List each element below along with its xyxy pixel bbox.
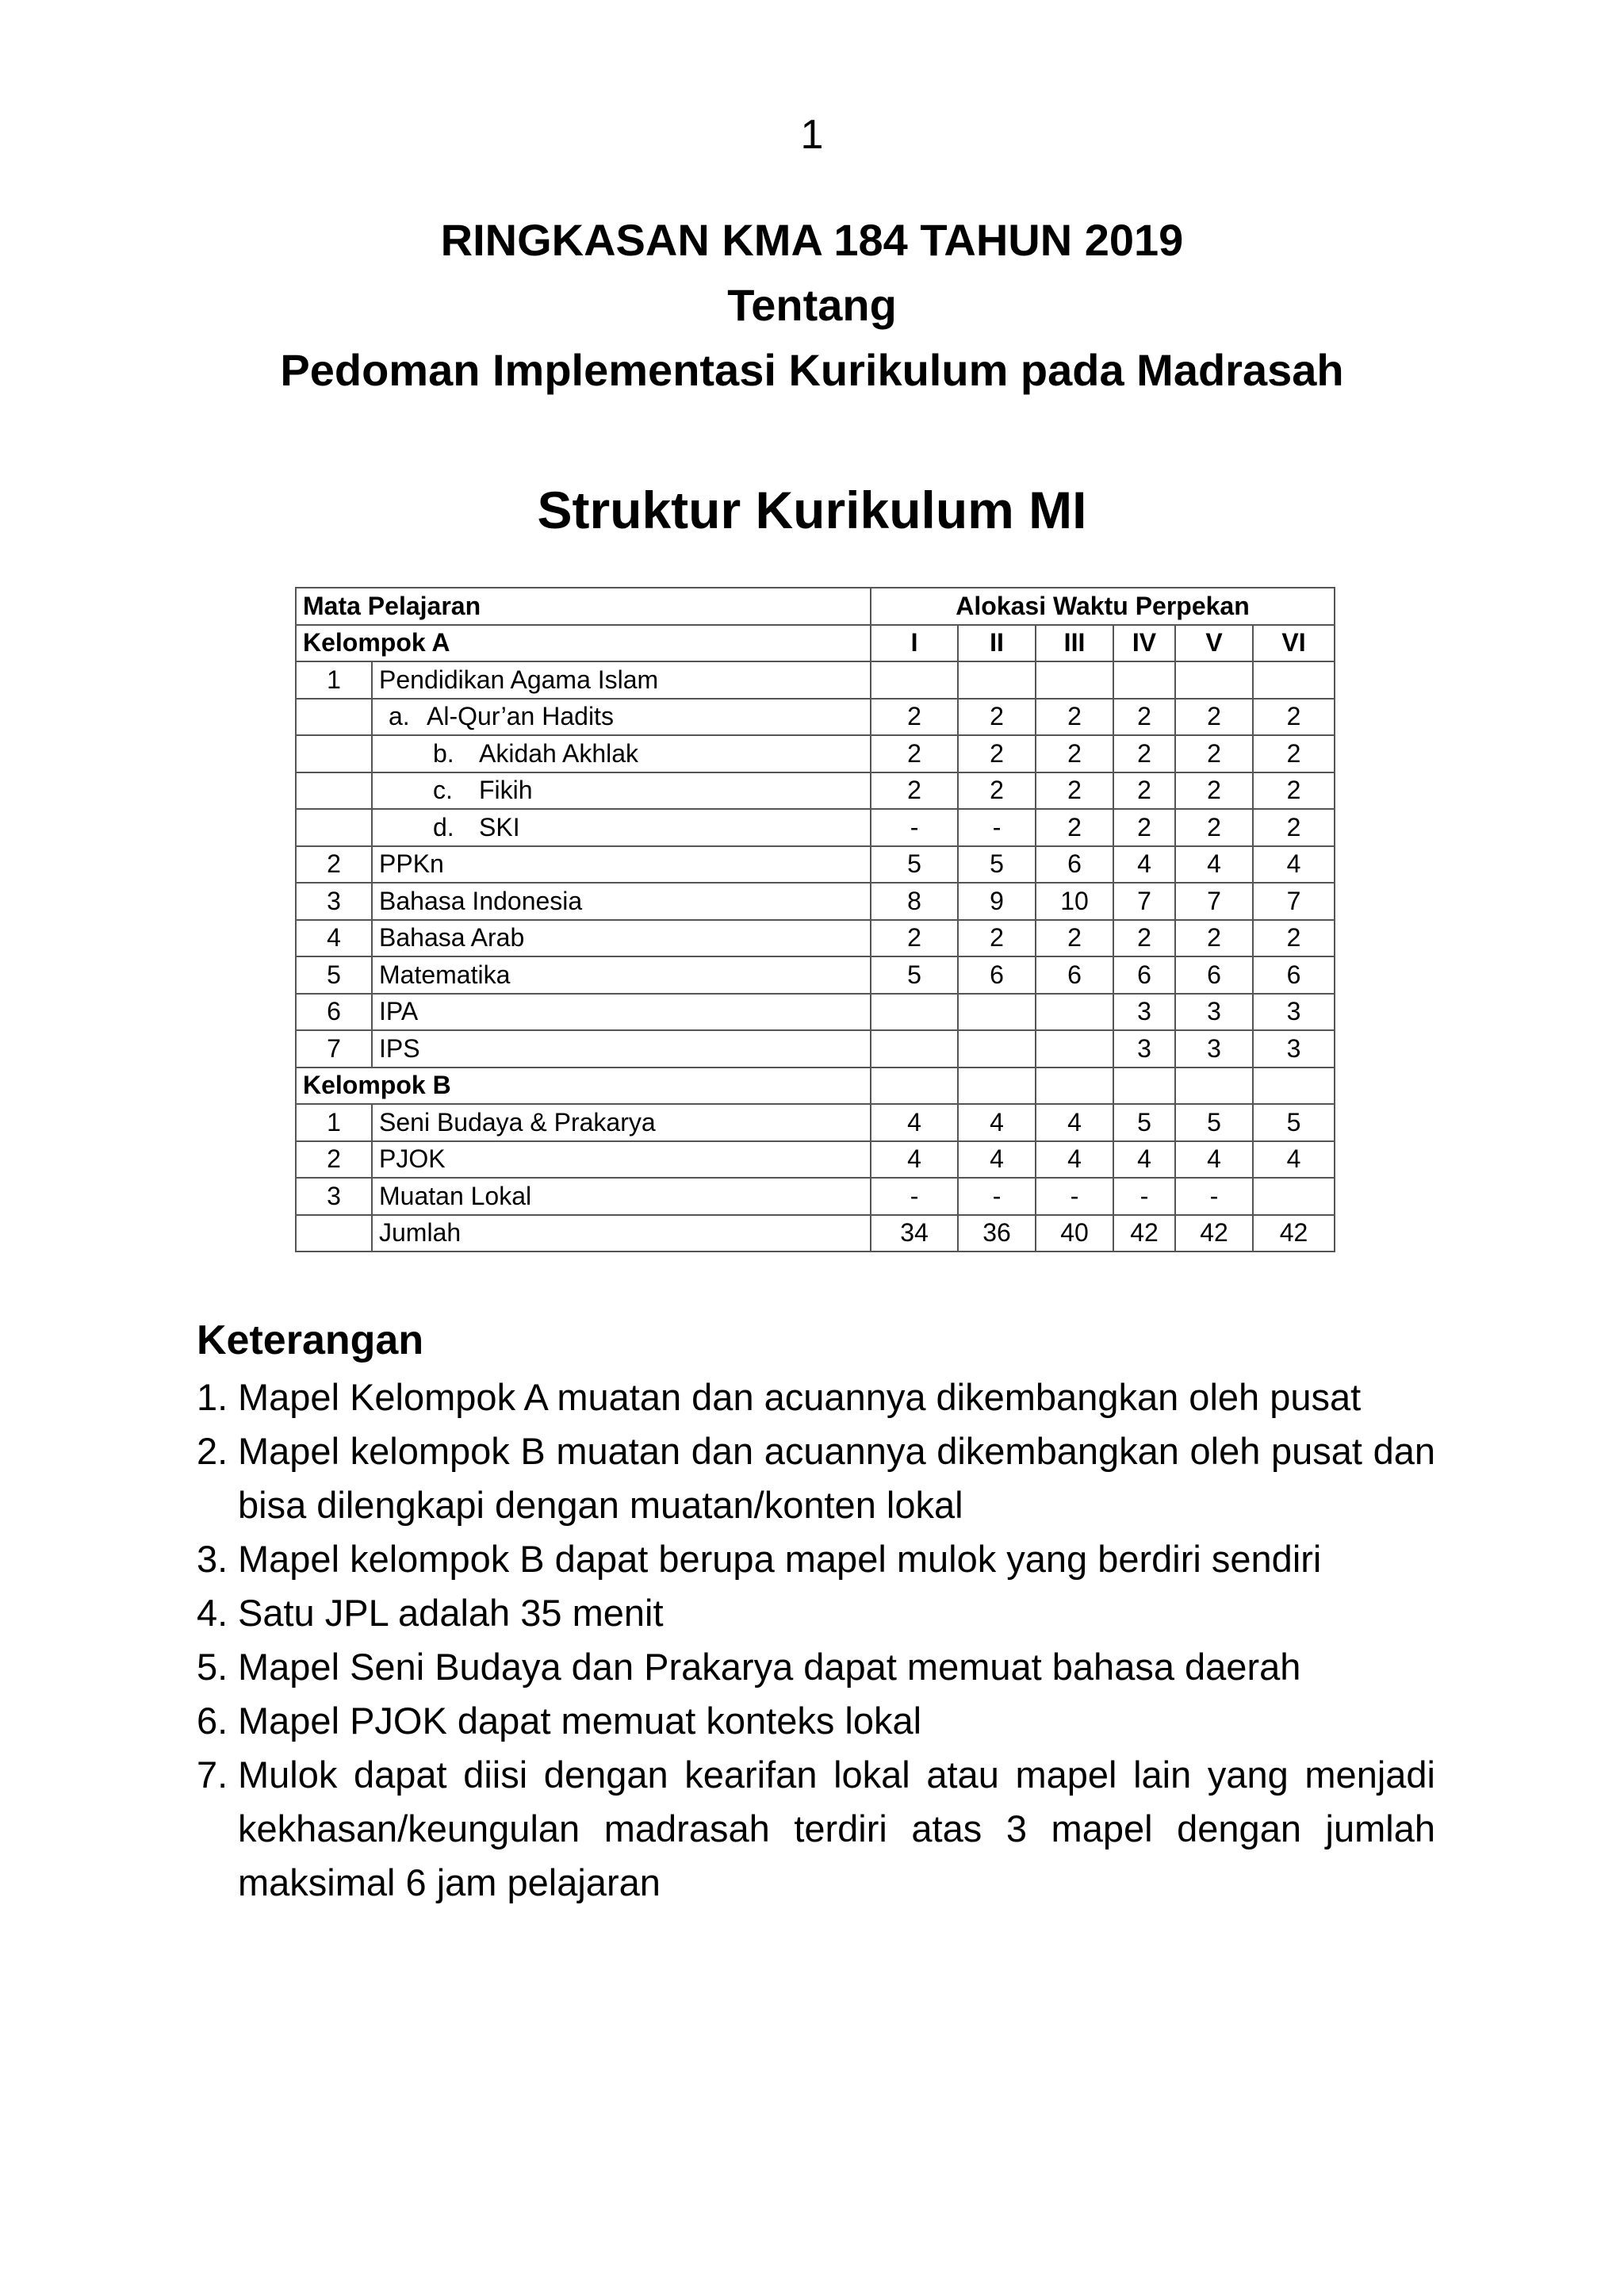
grade-header: VI bbox=[1253, 625, 1335, 662]
value-cell: 2 bbox=[1113, 699, 1175, 736]
sub-item-name: Akidah Akhlak bbox=[479, 738, 639, 768]
value-cell: 6 bbox=[1175, 956, 1253, 994]
total-row bbox=[296, 1215, 1335, 1252]
value-cell: 40 bbox=[1036, 1215, 1113, 1252]
note-item bbox=[197, 1424, 1435, 1532]
value-cell: 2 bbox=[1175, 772, 1253, 810]
value-cell: 2 bbox=[1253, 809, 1335, 846]
table-row bbox=[296, 846, 1335, 884]
note-text: Mapel kelompok B dapat berupa mapel mulok yang berdiri sendiri bbox=[238, 1538, 1322, 1580]
empty-cell bbox=[871, 1068, 958, 1105]
row-number bbox=[296, 699, 372, 736]
value-cell: 2 bbox=[871, 772, 958, 810]
value-cell: 2 bbox=[871, 735, 958, 772]
value-cell: 4 bbox=[958, 1141, 1036, 1179]
value-cell: 6 bbox=[1036, 846, 1113, 884]
row-number: 3 bbox=[296, 883, 372, 920]
note-item bbox=[197, 1586, 1435, 1640]
value-cell: - bbox=[871, 1178, 958, 1215]
value-cell: 2 bbox=[958, 735, 1036, 772]
subject-name bbox=[372, 735, 871, 772]
group-b-header-row bbox=[296, 1068, 1335, 1105]
subject-name bbox=[372, 772, 871, 810]
value-cell: 4 bbox=[871, 1141, 958, 1179]
subject-name: Muatan Lokal bbox=[372, 1178, 871, 1215]
subject-name: IPS bbox=[372, 1030, 871, 1068]
table-row bbox=[296, 661, 1335, 699]
value-cell: 2 bbox=[1253, 920, 1335, 957]
table-row bbox=[296, 920, 1335, 957]
sub-item-letter: b. bbox=[433, 738, 454, 768]
title-line-3: Pedoman Implementasi Kurikulum pada Madrasah bbox=[280, 345, 1344, 395]
note-item bbox=[197, 1640, 1435, 1694]
value-cell: 3 bbox=[1253, 1030, 1335, 1068]
empty-cell bbox=[1113, 1068, 1175, 1105]
title-line-2: Tentang bbox=[727, 280, 897, 330]
value-cell: 4 bbox=[1253, 1141, 1335, 1179]
value-cell: - bbox=[1113, 1178, 1175, 1215]
row-number: 3 bbox=[296, 1178, 372, 1215]
value-cell bbox=[1253, 1178, 1335, 1215]
subject-name: IPA bbox=[372, 994, 871, 1031]
table-row bbox=[296, 883, 1335, 920]
value-cell: 2 bbox=[958, 772, 1036, 810]
value-cell bbox=[958, 1030, 1036, 1068]
total-label: Jumlah bbox=[372, 1215, 871, 1252]
note-number: 4. bbox=[197, 1592, 228, 1634]
note-item bbox=[197, 1532, 1435, 1586]
value-cell: 2 bbox=[1175, 699, 1253, 736]
empty-cell bbox=[958, 1068, 1036, 1105]
note-number: 3. bbox=[197, 1538, 228, 1580]
row-number: 4 bbox=[296, 920, 372, 957]
subject-name: Pendidikan Agama Islam bbox=[372, 661, 871, 699]
sub-item-name: Al-Qur’an Hadits bbox=[427, 702, 614, 731]
table-row bbox=[296, 1104, 1335, 1141]
value-cell: 2 bbox=[1253, 772, 1335, 810]
sub-item-name: SKI bbox=[479, 812, 520, 841]
value-cell: 3 bbox=[1175, 1030, 1253, 1068]
value-cell: - bbox=[1175, 1178, 1253, 1215]
value-cell: 5 bbox=[1175, 1104, 1253, 1141]
grade-header: III bbox=[1036, 625, 1113, 662]
value-cell: 5 bbox=[1253, 1104, 1335, 1141]
table-row bbox=[296, 1030, 1335, 1068]
note-number: 5. bbox=[197, 1646, 228, 1688]
subject-name bbox=[372, 699, 871, 736]
empty-cell bbox=[1036, 1068, 1113, 1105]
value-cell: 2 bbox=[871, 699, 958, 736]
subject-name: PPKn bbox=[372, 846, 871, 884]
title-line-1: RINGKASAN KMA 184 TAHUN 2019 bbox=[440, 215, 1184, 265]
value-cell bbox=[1036, 1030, 1113, 1068]
value-cell bbox=[871, 1030, 958, 1068]
row-number: 1 bbox=[296, 1104, 372, 1141]
value-cell: 9 bbox=[958, 883, 1036, 920]
table-body bbox=[296, 588, 1335, 1251]
table-row bbox=[296, 809, 1335, 846]
value-cell: 5 bbox=[1113, 1104, 1175, 1141]
note-text: Mulok dapat diisi dengan kearifan lokal atau mapel lain yang menjadi kekhasan/keungulan madrasah terdiri atas 3 mapel dengan jumlah maksimal 6 jam pelajaran bbox=[238, 1754, 1435, 1903]
empty-cell bbox=[1175, 1068, 1253, 1105]
header-subject: Mata Pelajaran bbox=[296, 588, 871, 625]
empty-cell bbox=[1253, 1068, 1335, 1105]
row-number: 7 bbox=[296, 1030, 372, 1068]
table-row bbox=[296, 735, 1335, 772]
header-allocation: Alokasi Waktu Perpekan bbox=[871, 588, 1335, 625]
curriculum-table bbox=[295, 587, 1335, 1252]
note-item bbox=[197, 1694, 1435, 1748]
value-cell: 2 bbox=[1175, 920, 1253, 957]
row-number bbox=[296, 1215, 372, 1252]
row-number: 2 bbox=[296, 846, 372, 884]
value-cell: 3 bbox=[1175, 994, 1253, 1031]
value-cell: 2 bbox=[1113, 735, 1175, 772]
value-cell: 5 bbox=[958, 846, 1036, 884]
value-cell: 2 bbox=[1113, 772, 1175, 810]
value-cell: 8 bbox=[871, 883, 958, 920]
value-cell: 2 bbox=[1113, 920, 1175, 957]
note-number: 6. bbox=[197, 1700, 228, 1742]
row-number: 5 bbox=[296, 956, 372, 994]
value-cell: 7 bbox=[1175, 883, 1253, 920]
value-cell: 2 bbox=[958, 699, 1036, 736]
grade-header: I bbox=[871, 625, 958, 662]
notes-list bbox=[197, 1370, 1435, 1910]
note-text: Mapel Seni Budaya dan Prakarya dapat memuat bahasa daerah bbox=[238, 1646, 1301, 1688]
value-cell: 10 bbox=[1036, 883, 1113, 920]
sub-item-letter: c. bbox=[433, 776, 453, 805]
row-number bbox=[296, 772, 372, 810]
value-cell: 3 bbox=[1113, 1030, 1175, 1068]
note-text: Mapel kelompok B muatan dan acuannya dikembangkan oleh pusat dan bisa dilengkapi dengan muatan/konten lokal bbox=[238, 1430, 1435, 1526]
value-cell: - bbox=[871, 809, 958, 846]
value-cell: 4 bbox=[1113, 1141, 1175, 1179]
value-cell: 42 bbox=[1175, 1215, 1253, 1252]
value-cell: 4 bbox=[1175, 846, 1253, 884]
grade-header: II bbox=[958, 625, 1036, 662]
value-cell: 2 bbox=[1036, 772, 1113, 810]
note-number: 1. bbox=[197, 1376, 228, 1418]
subject-name: PJOK bbox=[372, 1141, 871, 1179]
note-number: 7. bbox=[197, 1754, 228, 1796]
value-cell: 2 bbox=[1036, 699, 1113, 736]
value-cell: 2 bbox=[1175, 809, 1253, 846]
value-cell: 2 bbox=[1253, 699, 1335, 736]
table-header-row bbox=[296, 588, 1335, 625]
value-cell: 4 bbox=[1113, 846, 1175, 884]
value-cell: 4 bbox=[1253, 846, 1335, 884]
value-cell: 5 bbox=[871, 846, 958, 884]
note-item bbox=[197, 1370, 1435, 1424]
sub-item-letter: a. bbox=[389, 702, 410, 731]
value-cell: 4 bbox=[871, 1104, 958, 1141]
grade-header: IV bbox=[1113, 625, 1175, 662]
value-cell: 2 bbox=[1253, 735, 1335, 772]
value-cell: - bbox=[958, 1178, 1036, 1215]
value-cell: 2 bbox=[958, 920, 1036, 957]
value-cell: 4 bbox=[958, 1104, 1036, 1141]
value-cell: 3 bbox=[1253, 994, 1335, 1031]
table-row bbox=[296, 956, 1335, 994]
page-number: 1 bbox=[800, 112, 824, 158]
value-cell: 6 bbox=[1036, 956, 1113, 994]
grade-header: V bbox=[1175, 625, 1253, 662]
sub-item-letter: d. bbox=[433, 812, 454, 841]
value-cell: 2 bbox=[1113, 809, 1175, 846]
row-number bbox=[296, 809, 372, 846]
value-cell: 42 bbox=[1113, 1215, 1175, 1252]
value-cell: 2 bbox=[1175, 735, 1253, 772]
value-cell: 2 bbox=[871, 920, 958, 957]
value-cell bbox=[1036, 994, 1113, 1031]
section-title: Struktur Kurikulum MI bbox=[537, 481, 1087, 539]
value-cell: 36 bbox=[958, 1215, 1036, 1252]
value-cell: - bbox=[958, 809, 1036, 846]
value-cell: 7 bbox=[1113, 883, 1175, 920]
row-number: 6 bbox=[296, 994, 372, 1031]
group-a-label: Kelompok A bbox=[296, 625, 871, 662]
table-row bbox=[296, 1178, 1335, 1215]
notes-title: Keterangan bbox=[197, 1317, 424, 1363]
value-cell: 4 bbox=[1036, 1141, 1113, 1179]
note-text: Mapel PJOK dapat memuat konteks lokal bbox=[238, 1700, 922, 1742]
value-cell: 2 bbox=[1036, 809, 1113, 846]
subject-name: Bahasa Arab bbox=[372, 920, 871, 957]
note-item bbox=[197, 1748, 1435, 1910]
subject-name bbox=[372, 809, 871, 846]
value-cell: 4 bbox=[1036, 1104, 1113, 1141]
value-cell: 34 bbox=[871, 1215, 958, 1252]
value-cell: 2 bbox=[1036, 920, 1113, 957]
value-cell: 5 bbox=[871, 956, 958, 994]
row-number bbox=[296, 735, 372, 772]
table-row bbox=[296, 1141, 1335, 1179]
value-cell: 7 bbox=[1253, 883, 1335, 920]
note-text: Mapel Kelompok A muatan dan acuannya dikembangkan oleh pusat bbox=[238, 1376, 1362, 1418]
value-cell: 3 bbox=[1113, 994, 1175, 1031]
value-cell: 42 bbox=[1253, 1215, 1335, 1252]
value-cell: 2 bbox=[1036, 735, 1113, 772]
row-number: 1 bbox=[296, 661, 372, 699]
group-b-label: Kelompok B bbox=[296, 1068, 871, 1105]
note-number: 2. bbox=[197, 1430, 228, 1472]
note-text: Satu JPL adalah 35 menit bbox=[238, 1592, 664, 1634]
document-title bbox=[0, 208, 1624, 403]
value-cell: 6 bbox=[958, 956, 1036, 994]
table-row bbox=[296, 772, 1335, 810]
subject-name: Matematika bbox=[372, 956, 871, 994]
value-cell: 6 bbox=[1113, 956, 1175, 994]
row-number: 2 bbox=[296, 1141, 372, 1179]
subject-name: Seni Budaya & Prakarya bbox=[372, 1104, 871, 1141]
sub-item-name: Fikih bbox=[479, 776, 533, 805]
value-cell bbox=[958, 994, 1036, 1031]
value-cell bbox=[871, 994, 958, 1031]
subject-name: Bahasa Indonesia bbox=[372, 883, 871, 920]
group-a-header-row bbox=[296, 625, 1335, 662]
value-cell: 6 bbox=[1253, 956, 1335, 994]
table-row bbox=[296, 699, 1335, 736]
table-row bbox=[296, 994, 1335, 1031]
value-cell: 4 bbox=[1175, 1141, 1253, 1179]
value-cell: - bbox=[1036, 1178, 1113, 1215]
